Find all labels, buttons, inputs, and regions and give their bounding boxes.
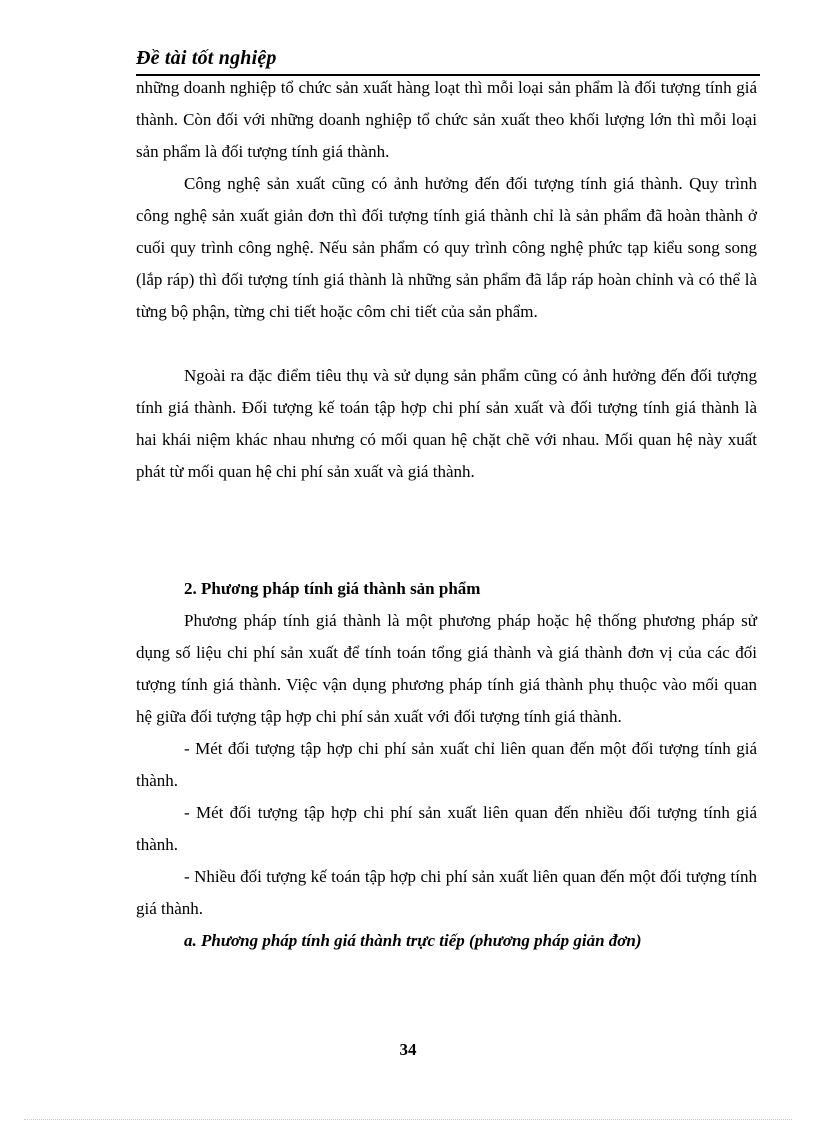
page-number: 34	[399, 1040, 417, 1059]
section-block	[136, 573, 757, 957]
paragraph-text: Công nghệ sản xuất cũng có ảnh hưởng đến đối tượng tính giá thành. Quy trình công nghệ sản xuất giản đơn thì đối tượng tính giá thành chỉ là sản phẩm đã hoàn thành ở cuối quy trình công nghệ. Nếu sản phẩm có quy trình công nghệ phức tạp kiểu song song (lắp ráp) thì đối tượng tính giá thành là những sản phẩm đã lắp ráp hoàn chỉnh và có thể là từng bộ phận, từng chi tiết hoặc côm chi tiết của sản phẩm.	[136, 174, 757, 321]
list-item: - Nhiều đối tượng kế toán tập hợp chi phí sản xuất liên quan đến một đối tượng tính giá thành.	[136, 867, 757, 918]
paragraph-text: những doanh nghiệp tổ chức sản xuất hàng loạt thì mỗi loại sản phẩm là đối tượng tính giá thành. Còn đối với những doanh nghiệp tổ chức sản xuất theo khối lượng lớn thì mỗi loại sản phẩm là đối tượng tính giá thành.	[136, 78, 757, 161]
section-paragraph: Phương pháp tính giá thành là một phương pháp hoặc hệ thống phương pháp sử dụng số liệu chi phí sản xuất để tính toán tổng giá thành và giá thành đơn vị của các đối tượng tính giá thành. Việc vận dụng phương pháp tính giá thành phụ thuộc vào mối quan hệ giữa đối tượng tập hợp chi phí sản xuất với đối tượng tính giá thành.	[136, 611, 757, 726]
body-paragraph-3	[136, 360, 757, 488]
paragraph-text: Ngoài ra đặc điểm tiêu thụ và sử dụng sản phẩm cũng có ảnh hưởng đến đối tượng tính giá thành. Đối tượng kế toán tập hợp chi phí sản xuất và đối tượng tính giá thành là hai khái niệm khác nhau nhưng có mối quan hệ chặt chẽ với nhau. Mối quan hệ này xuất phát từ mối quan hệ chi phí sản xuất và giá thành.	[136, 366, 757, 481]
header-title: Đề tài tốt nghiệp	[136, 47, 277, 69]
body-paragraph-1	[136, 72, 757, 168]
section-heading: 2. Phương pháp tính giá thành sản phẩm	[184, 579, 481, 598]
body-paragraph-2	[136, 168, 757, 328]
page-bottom-divider	[24, 1119, 792, 1120]
list-item: - Mét đối tượng tập hợp chi phí sản xuất liên quan đến nhiều đối tượng tính giá thành.	[136, 803, 757, 854]
subsection-heading: a. Phương pháp tính giá thành trực tiếp (phương pháp giản đơn)	[184, 931, 642, 950]
list-item: - Mét đối tượng tập hợp chi phí sản xuất chỉ liên quan đến một đối tượng tính giá thành.	[136, 739, 757, 790]
